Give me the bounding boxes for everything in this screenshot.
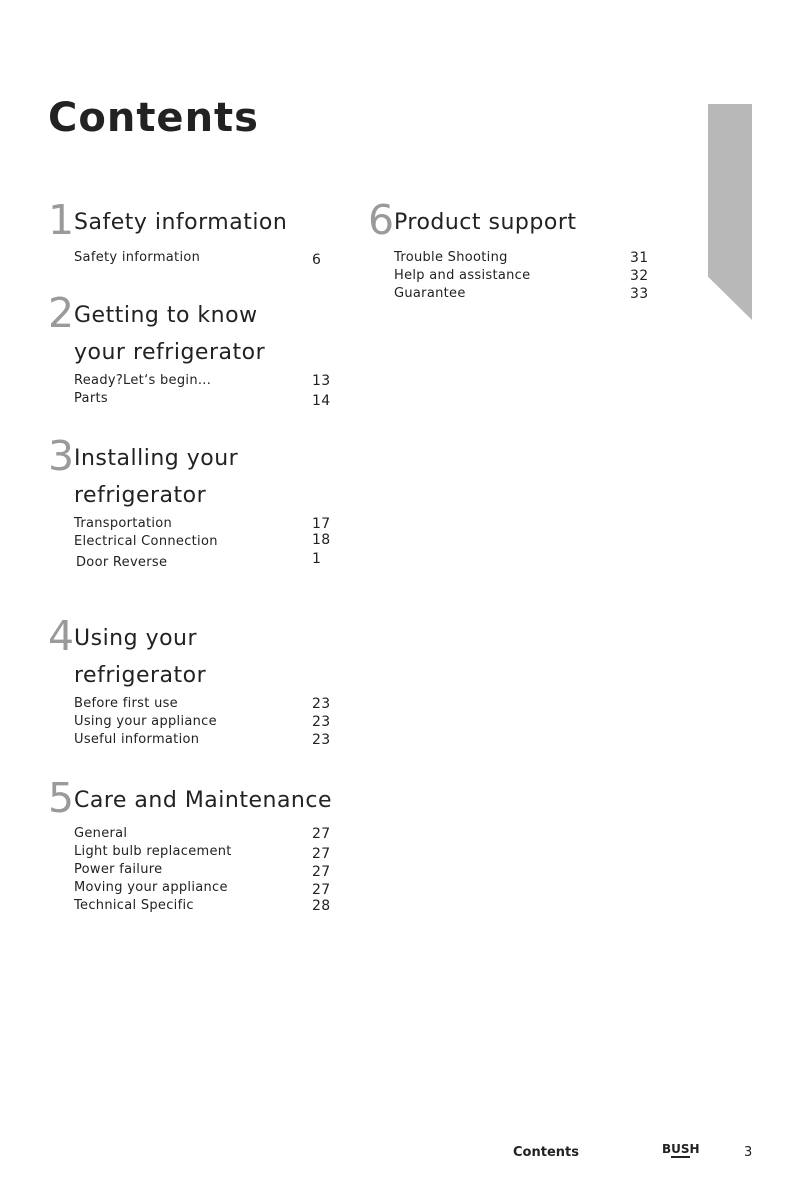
toc-entry[interactable] xyxy=(74,372,331,390)
toc-entry-page: 28 xyxy=(312,898,331,914)
toc-entry[interactable] xyxy=(394,249,649,267)
toc-entry[interactable] xyxy=(74,843,332,861)
toc-entry-label: Safety information xyxy=(74,250,201,265)
toc-entry[interactable] xyxy=(74,731,331,749)
toc-entry-label: Power failure xyxy=(74,862,163,877)
toc-section-5 xyxy=(48,774,332,915)
toc-entry-page: 23 xyxy=(312,714,331,730)
toc-entry[interactable] xyxy=(74,713,331,731)
toc-entry-label: Trouble Shooting xyxy=(394,250,508,265)
toc-section-4 xyxy=(48,612,331,749)
footer-section-label: Contents xyxy=(513,1145,579,1160)
toc-entry-page: 17 xyxy=(312,516,331,532)
toc-entry-label: Before first use xyxy=(74,696,178,711)
brand-logo xyxy=(662,1142,700,1156)
toc-section-1 xyxy=(48,196,322,268)
toc-entry-label: Ready?Let‘s begin... xyxy=(74,373,212,388)
toc-section-6 xyxy=(368,196,649,303)
toc-entry-page: 27 xyxy=(312,846,331,862)
brand-logo-part: US xyxy=(671,1142,690,1156)
toc-entry-label: Parts xyxy=(74,391,108,406)
section-tab-marker xyxy=(708,104,752,320)
toc-entry-label: Useful information xyxy=(74,732,200,747)
section-number: 5 xyxy=(48,774,75,822)
toc-entry[interactable] xyxy=(74,897,332,915)
toc-entry-page: 23 xyxy=(312,732,331,748)
brand-logo-part: H xyxy=(689,1142,700,1156)
toc-entry-label: Moving your appliance xyxy=(74,880,228,895)
toc-entry[interactable] xyxy=(394,285,649,303)
toc-entry-page: 27 xyxy=(312,864,331,880)
section-title-line-2: your refrigerator xyxy=(74,340,266,365)
toc-entry-page: 27 xyxy=(312,882,331,898)
section-title: Care and Maintenance xyxy=(74,788,332,813)
toc-entry[interactable] xyxy=(74,515,331,533)
toc-entry[interactable] xyxy=(74,861,332,879)
toc-section-2 xyxy=(48,289,331,409)
toc-entry-page: 18 xyxy=(312,532,331,548)
section-title-line-1: Using your xyxy=(74,626,198,651)
toc-entry-label: Electrical Connection xyxy=(74,534,218,549)
toc-entry-page: 13 xyxy=(312,373,331,389)
toc-entry-page: 6 xyxy=(312,252,322,268)
toc-entry-label: Guarantee xyxy=(394,286,466,301)
toc-entry[interactable] xyxy=(74,551,322,572)
toc-entry-label: General xyxy=(74,826,128,841)
section-title-line-2: refrigerator xyxy=(74,483,207,508)
toc-entry[interactable] xyxy=(74,695,331,713)
toc-entry-page: 27 xyxy=(312,826,331,842)
section-title-line-1: Installing your xyxy=(74,446,239,471)
toc-entry-label: Door Reverse xyxy=(76,555,168,570)
toc-entry-label: Light bulb replacement xyxy=(74,844,232,859)
brand-logo-part: B xyxy=(662,1142,672,1156)
toc-entry-page: 31 xyxy=(630,250,649,266)
section-title-line-2: refrigerator xyxy=(74,663,207,688)
section-title: Product support xyxy=(394,210,577,235)
toc-entry-label: Using your appliance xyxy=(74,714,217,729)
toc-entry[interactable] xyxy=(74,879,332,897)
section-number: 4 xyxy=(48,612,75,660)
toc-entry[interactable] xyxy=(394,267,649,285)
section-title-line-1: Getting to know xyxy=(74,303,258,328)
section-number: 2 xyxy=(48,289,75,337)
toc-entry[interactable] xyxy=(74,825,332,843)
toc-entry-page: 1 xyxy=(312,551,322,567)
toc-section-3 xyxy=(48,432,331,572)
section-number: 6 xyxy=(368,196,395,244)
page-number: 3 xyxy=(744,1145,753,1160)
section-number: 1 xyxy=(48,196,75,244)
toc-entry-label: Technical Specific xyxy=(74,898,194,913)
toc-entry[interactable] xyxy=(74,390,331,409)
toc-entry-label: Transportation xyxy=(74,516,173,531)
section-number: 3 xyxy=(48,432,75,480)
section-title: Safety information xyxy=(74,210,288,235)
toc-entry[interactable] xyxy=(74,532,331,551)
toc-entry[interactable] xyxy=(74,249,322,268)
toc-entry-page: 14 xyxy=(312,393,331,409)
toc-entry-page: 32 xyxy=(630,268,649,284)
page-title: Contents xyxy=(48,95,259,141)
toc-entry-label: Help and assistance xyxy=(394,268,531,283)
toc-entry-page: 33 xyxy=(630,286,649,302)
toc-entry-page: 23 xyxy=(312,696,331,712)
